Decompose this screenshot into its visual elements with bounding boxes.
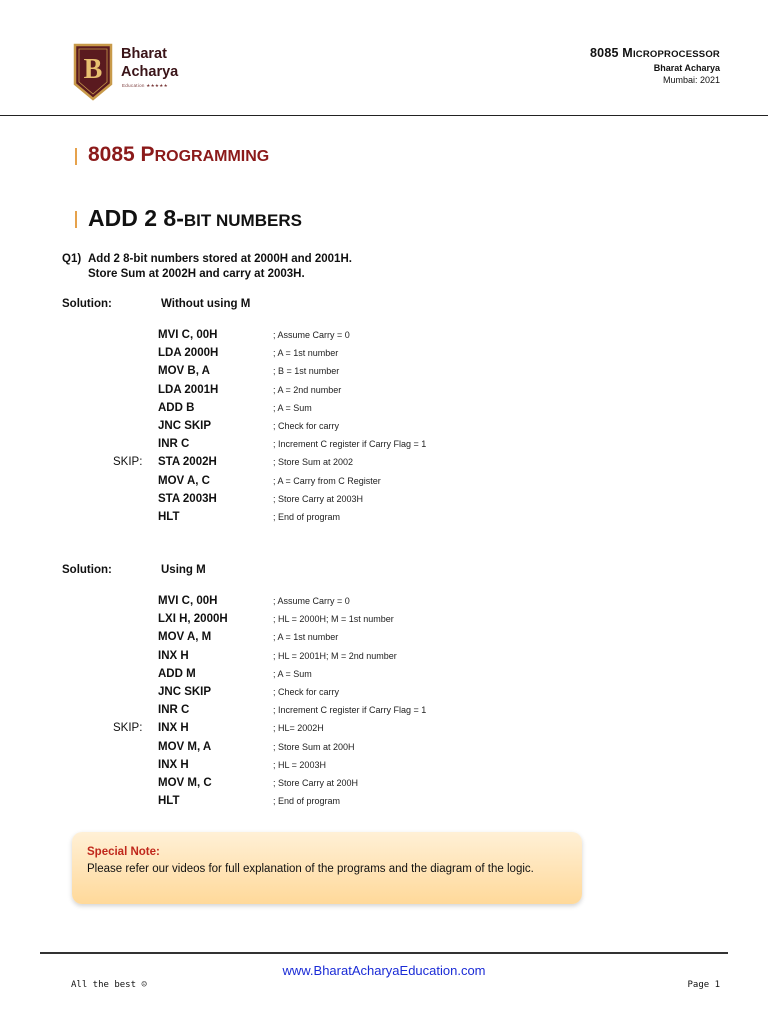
solution-subtitle: Without using M — [161, 298, 251, 310]
instruction: LDA 2000H — [158, 347, 219, 360]
instruction: MVI C, 00H — [158, 329, 218, 341]
instruction: JNC SKIP — [158, 420, 212, 432]
code-comment: ; A = 1st number — [273, 348, 339, 359]
section-title-rest: ROGRAMMING — [154, 148, 270, 165]
instruction: ADD M — [158, 667, 196, 680]
logo-letter: B — [83, 54, 103, 85]
instruction: INX H — [158, 758, 189, 771]
code-line — [0, 329, 768, 347]
doc-author: Bharat Acharya — [653, 63, 720, 73]
code-comment: ; Store Carry at 2003H — [273, 493, 364, 504]
instruction: MOV B, A — [158, 365, 210, 378]
code-comment: ; Increment C register if Carry Flag = 1 — [273, 705, 427, 716]
note-body: Please refer our videos for full explanation of the programs and the diagram of the logic. — [87, 863, 534, 875]
header-info — [590, 46, 720, 85]
code-comment: ; Check for carry — [273, 421, 340, 431]
code-line — [0, 493, 768, 511]
question-line2: Store Sum at 2002H and carry at 2003H. — [88, 268, 305, 280]
note-title: Special Note: — [87, 846, 160, 858]
instruction: INX H — [158, 722, 189, 735]
website-link[interactable]: www.BharatAcharyaEducation.com — [282, 963, 486, 978]
instruction: INX H — [158, 649, 189, 662]
header-divider — [0, 115, 768, 116]
code-comment: ; Store Sum at 200H — [273, 741, 355, 752]
code-comment: ; End of program — [273, 796, 341, 807]
code-line — [0, 613, 768, 631]
doc-title-rest: ICROPROCESSOR — [632, 49, 720, 60]
instruction: LDA 2001H — [158, 383, 219, 396]
instruction: STA 2002H — [158, 456, 217, 469]
code-comment: ; A = Carry from C Register — [273, 475, 381, 486]
logo-line1: Bharat — [121, 46, 167, 62]
instruction: STA 2003H — [158, 492, 217, 505]
logo-badge — [72, 42, 114, 102]
logo-line2: Acharya — [121, 64, 179, 80]
section-title-lead: 8085 P — [88, 143, 155, 166]
code-line — [0, 704, 768, 722]
instruction: MOV M, A — [158, 740, 212, 753]
code-comment: ; A = 2nd number — [273, 384, 342, 395]
code-line — [0, 668, 768, 686]
instruction: INR C — [158, 438, 190, 451]
question-line1: Add 2 8-bit numbers stored at 2000H and 2001H. — [88, 253, 352, 265]
doc-place: Mumbai: 2021 — [662, 75, 720, 85]
code-label: SKIP: — [113, 456, 143, 469]
subsection-title-mid: DD 2 8- — [104, 205, 184, 231]
code-comment: ; HL = 2001H; M = 2nd number — [273, 650, 397, 661]
code-comment: ; Check for carry — [273, 687, 340, 697]
code-comment: ; End of program — [273, 512, 341, 522]
code-line — [0, 686, 768, 704]
code-comment: ; A = 1st number — [273, 632, 339, 643]
subsection-title — [88, 205, 302, 232]
logo-tagline: Education ★★★★★ — [122, 83, 168, 88]
code-line — [0, 722, 768, 740]
code-comment: ; Assume Carry = 0 — [273, 596, 350, 606]
page-number: Page 1 — [687, 980, 720, 990]
subsection-title-rest: BIT NUMBERS — [183, 211, 302, 230]
code-line — [0, 475, 768, 493]
code-line — [0, 777, 768, 795]
code-line — [0, 456, 768, 474]
code-comment: ; Store Sum at 2002 — [273, 457, 354, 468]
code-comment: ; Assume Carry = 0 — [273, 330, 350, 340]
code-line — [0, 511, 768, 529]
question-number: Q1) — [62, 253, 82, 265]
code-comment: ; A = Sum — [273, 668, 312, 679]
code-line — [0, 438, 768, 456]
code-line — [0, 795, 768, 813]
code-line — [0, 631, 768, 649]
code-comment: ; HL = 2003H — [273, 759, 326, 770]
solution-label: Solution: — [62, 564, 112, 576]
instruction: INR C — [158, 704, 190, 717]
code-comment: ; Store Carry at 200H — [273, 778, 359, 788]
code-line — [0, 384, 768, 402]
code-line — [0, 595, 768, 613]
footer-greeting: All the best ☺ — [71, 980, 147, 990]
section-title — [88, 143, 269, 167]
code-comment: ; Increment C register if Carry Flag = 1 — [273, 439, 427, 450]
code-line — [0, 650, 768, 668]
code-comment: ; A = Sum — [273, 402, 312, 413]
instruction: MOV A, M — [158, 631, 212, 644]
section-bar — [75, 211, 77, 228]
code-line — [0, 402, 768, 420]
instruction: MOV A, C — [158, 474, 210, 487]
instruction: JNC SKIP — [158, 686, 212, 698]
code-line — [0, 365, 768, 383]
code-label: SKIP: — [113, 722, 143, 735]
code-comment: ; HL = 2000H; M = 1st number — [273, 614, 394, 625]
code-comment: ; B = 1st number — [273, 366, 340, 377]
doc-title — [590, 46, 720, 60]
code-line — [0, 741, 768, 759]
instruction: LXI H, 2000H — [158, 613, 228, 626]
solution-label: Solution: — [62, 298, 112, 310]
code-line — [0, 420, 768, 438]
question — [62, 252, 352, 282]
solution-subtitle: Using M — [161, 564, 206, 576]
instruction: ADD B — [158, 401, 195, 414]
logo-name — [121, 45, 178, 81]
subsection-title-lead: A — [88, 205, 105, 231]
doc-title-lead: 8085 M — [590, 46, 633, 60]
code-comment: ; HL= 2002H — [273, 723, 324, 734]
footer-divider — [40, 952, 728, 954]
code-line — [0, 759, 768, 777]
instruction: HLT — [158, 511, 180, 523]
instruction: HLT — [158, 795, 180, 808]
instruction: MOV M, C — [158, 777, 212, 789]
code-line — [0, 347, 768, 365]
instruction: MVI C, 00H — [158, 595, 218, 607]
section-bar — [75, 148, 77, 165]
